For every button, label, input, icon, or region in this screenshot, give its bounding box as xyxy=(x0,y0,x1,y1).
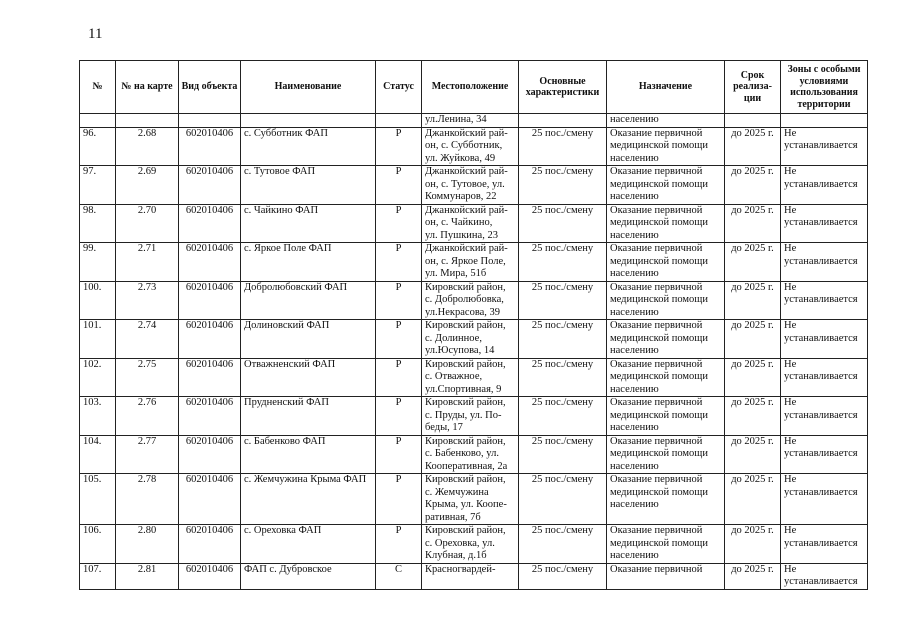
cell-purpose-line: Оказание первичной xyxy=(610,281,703,293)
cell-location xyxy=(422,358,519,397)
header-map-number: № на карте xyxy=(116,61,179,114)
cell-map-number: 2.77 xyxy=(116,435,179,474)
cell-characteristics: 25 пос./смену xyxy=(519,320,607,359)
cell-location-line: ул.Некрасова, 39 xyxy=(425,306,501,318)
cell-location-line: беды, 17 xyxy=(425,422,463,433)
cell-purpose-line: Оказание первичной xyxy=(610,127,703,139)
cell-term: до 2025 г. xyxy=(725,166,781,205)
cell-object-type: 602010406 xyxy=(179,397,241,436)
cell-location-line: с. Добролюбовка, xyxy=(425,294,504,305)
cell-location-line: Кооперативная, 2а xyxy=(425,460,508,472)
header-status: Статус xyxy=(376,61,422,114)
cell-location-line: Кировский район, xyxy=(425,320,506,331)
cell-map-number: 2.81 xyxy=(116,563,179,589)
cell-zones: Не устанавливается xyxy=(781,243,868,282)
cell-zones: Не устанавливается xyxy=(781,563,868,589)
cell-map-number: 2.78 xyxy=(116,474,179,525)
cell-number: 98. xyxy=(80,204,116,243)
cell-term: до 2025 г. xyxy=(725,474,781,525)
page-number: 11 xyxy=(88,26,103,42)
cell-location-line: он, с. Яркое Поле, xyxy=(425,255,506,267)
cell-name: ФАП с. Дубровское xyxy=(241,563,376,589)
cell-location-line: Джанкойский рай- xyxy=(425,127,508,139)
cell-location-line: ул. Жуйкова, 49 xyxy=(425,152,496,164)
cell-purpose-line: медицинской помощи xyxy=(610,255,708,267)
table-row xyxy=(80,397,868,436)
cell-purpose-line: медицинской помощи xyxy=(610,332,708,344)
cell-map-number: 2.75 xyxy=(116,358,179,397)
cell-map-number: 2.71 xyxy=(116,243,179,282)
table-row xyxy=(80,474,868,525)
cell-number: 106. xyxy=(80,525,116,564)
cell-number: 96. xyxy=(80,127,116,166)
table-row xyxy=(80,435,868,474)
cell-object-type: 602010406 xyxy=(179,320,241,359)
cell-term: до 2025 г. xyxy=(725,435,781,474)
cell-status: Р xyxy=(376,281,422,320)
cell-term: до 2025 г. xyxy=(725,243,781,282)
cell-location xyxy=(422,563,519,589)
cell-status: Р xyxy=(376,243,422,282)
cell-name: с. Чайкино ФАП xyxy=(241,204,376,243)
cell-purpose xyxy=(607,474,725,525)
cell-map-number: 2.80 xyxy=(116,525,179,564)
cell-location-line: ул.Юсупова, 14 xyxy=(425,345,495,356)
cell-zones: Не устанавливается xyxy=(781,397,868,436)
cell-location-line: Коммунаров, 22 xyxy=(425,191,497,202)
cell-purpose xyxy=(607,320,725,359)
cell-name: Добролюбовский ФАП xyxy=(241,281,376,320)
header-name: Наименование xyxy=(241,61,376,114)
table-row xyxy=(80,563,868,589)
cell-status: Р xyxy=(376,320,422,359)
cell-number: 103. xyxy=(80,397,116,436)
cell-location-line: Кировский район, xyxy=(425,525,506,536)
cell-zones: Не устанавливается xyxy=(781,435,868,474)
cell-location-line: Крыма, ул. Коопе- xyxy=(425,499,507,510)
cell-purpose-line: Оказание первичной xyxy=(610,397,703,408)
header-object-type: Вид объекта xyxy=(179,61,241,114)
cell-number: 105. xyxy=(80,474,116,525)
cell-status: Р xyxy=(376,166,422,205)
cell-term: до 2025 г. xyxy=(725,127,781,166)
cell-object-type: 602010406 xyxy=(179,127,241,166)
cell-number: 101. xyxy=(80,320,116,359)
cell-characteristics: 25 пос./смену xyxy=(519,474,607,525)
cell-purpose-line: Оказание первичной xyxy=(610,563,703,575)
cell-purpose-line: медицинской помощи xyxy=(610,371,708,382)
cell-characteristics: 25 пос./смену xyxy=(519,358,607,397)
cell-name: Отважненский ФАП xyxy=(241,358,376,397)
cell-zones: Не устанавливается xyxy=(781,474,868,525)
cell-zones: Не устанавливается xyxy=(781,166,868,205)
cell-name: с. Субботник ФАП xyxy=(241,127,376,166)
cell-location-line: Джанкойский рай- xyxy=(425,243,508,254)
cell-characteristics: 25 пос./смену xyxy=(519,281,607,320)
cell-location-line: Джанкойский рай- xyxy=(425,166,508,177)
cell-term: до 2025 г. xyxy=(725,320,781,359)
cell-purpose xyxy=(607,243,725,282)
cell-purpose-line: медицинской помощи xyxy=(610,409,708,421)
cell-object-type: 602010406 xyxy=(179,563,241,589)
cell-purpose-line: Оказание первичной xyxy=(610,474,703,485)
cell-location-line: с. Долинное, xyxy=(425,332,482,344)
cell-location xyxy=(422,397,519,436)
cell-purpose-line: медицинской помощи xyxy=(610,294,708,305)
table-row xyxy=(80,127,868,166)
cell-number: 99. xyxy=(80,243,116,282)
header-characteristics: Основные характеристики xyxy=(519,61,607,114)
cell-purpose-line: Оказание первичной xyxy=(610,358,703,370)
cell-characteristics: 25 пос./смену xyxy=(519,397,607,436)
cell-location-line: он, с. Субботник, xyxy=(425,140,503,151)
cell-location xyxy=(422,166,519,205)
cell-location-line: Джанкойский рай- xyxy=(425,204,508,216)
cell-purpose-line: Оказание первичной xyxy=(610,320,703,331)
cell-purpose-line: населению xyxy=(610,499,659,510)
cell-purpose-line: Оказание первичной xyxy=(610,525,703,536)
cell-map-number: 2.76 xyxy=(116,397,179,436)
cell-number: 102. xyxy=(80,358,116,397)
cell-location-line: Клубная, д.1б xyxy=(425,550,487,561)
cell-status: Р xyxy=(376,127,422,166)
cell-purpose xyxy=(607,358,725,397)
cell-location-line: ул. Пушкина, 23 xyxy=(425,229,498,241)
cell-characteristics: 25 пос./смену xyxy=(519,166,607,205)
cell-purpose xyxy=(607,563,725,589)
cell-purpose-line: населению xyxy=(610,306,659,318)
cell-characteristics: 25 пос./смену xyxy=(519,563,607,589)
cell-location-line: с. Отважное, xyxy=(425,371,483,382)
cell-location-line: Кировский район, xyxy=(425,435,506,447)
cell-location: ул.Ленина, 34 xyxy=(422,114,519,128)
header-purpose: Назначение xyxy=(607,61,725,114)
cell-location-line: Кировский район, xyxy=(425,358,506,370)
cell-term: до 2025 г. xyxy=(725,563,781,589)
cell-status: Р xyxy=(376,525,422,564)
objects-table xyxy=(79,60,868,590)
cell-term: до 2025 г. xyxy=(725,525,781,564)
cell-status: С xyxy=(376,563,422,589)
cell-location-line: Кировский район, xyxy=(425,397,506,408)
cell-purpose-line: населению xyxy=(610,383,659,395)
cell-location xyxy=(422,435,519,474)
cell-name: Прудненский ФАП xyxy=(241,397,376,436)
cell-purpose-line: медицинской помощи xyxy=(610,448,708,459)
cell-object-type: 602010406 xyxy=(179,204,241,243)
cell-term: до 2025 г. xyxy=(725,204,781,243)
cell-location-line: с. Ореховка, ул. xyxy=(425,537,495,549)
header-location: Местоположение xyxy=(422,61,519,114)
cell-number: 97. xyxy=(80,166,116,205)
cell-purpose-line: медицинской помощи xyxy=(610,537,708,549)
cell-status: Р xyxy=(376,397,422,436)
cell-zones: Не устанавливается xyxy=(781,525,868,564)
cell-object-type: 602010406 xyxy=(179,474,241,525)
cell-number: 107. xyxy=(80,563,116,589)
cell-location-line: Красногвардей- xyxy=(425,563,496,575)
cell-location xyxy=(422,525,519,564)
cell-characteristics: 25 пос./смену xyxy=(519,525,607,564)
header-number: № xyxy=(80,61,116,114)
cell-characteristics: 25 пос./смену xyxy=(519,127,607,166)
cell-zones: Не устанавливается xyxy=(781,204,868,243)
cell-purpose-line: населению xyxy=(610,152,659,164)
cell-zones: Не устанавливается xyxy=(781,127,868,166)
cell-zones: Не устанавливается xyxy=(781,320,868,359)
cell-location xyxy=(422,127,519,166)
cell-purpose-line: медицинской помощи xyxy=(610,140,708,151)
table-row xyxy=(80,320,868,359)
cell-purpose xyxy=(607,166,725,205)
cell-purpose xyxy=(607,204,725,243)
cell-object-type: 602010406 xyxy=(179,525,241,564)
cell-location-line: с. Бабенково, ул. xyxy=(425,448,499,459)
cell-object-type: 602010406 xyxy=(179,281,241,320)
cell-map-number: 2.70 xyxy=(116,204,179,243)
cell-purpose xyxy=(607,525,725,564)
table-row xyxy=(80,358,868,397)
cell-number: 100. xyxy=(80,281,116,320)
cell-purpose-line: медицинской помощи xyxy=(610,178,708,190)
cell-object-type: 602010406 xyxy=(179,166,241,205)
table-row xyxy=(80,525,868,564)
cell-location-line: он, с. Тутовое, ул. xyxy=(425,178,505,190)
header-term: Срок реализа-ции xyxy=(725,61,781,114)
cell-object-type: 602010406 xyxy=(179,435,241,474)
cell-characteristics: 25 пос./смену xyxy=(519,243,607,282)
cell-number: 104. xyxy=(80,435,116,474)
cell-purpose: населению xyxy=(607,114,725,128)
cell-purpose-line: населению xyxy=(610,550,659,561)
cell-zones: Не устанавливается xyxy=(781,358,868,397)
header-zones: Зоны с особыми условиями использования территории xyxy=(781,61,868,114)
cell-purpose-line: населению xyxy=(610,268,659,279)
table-row xyxy=(80,281,868,320)
cell-location xyxy=(422,474,519,525)
cell-term: до 2025 г. xyxy=(725,397,781,436)
cell-purpose xyxy=(607,397,725,436)
cell-purpose-line: населению xyxy=(610,422,659,433)
cell-location-line: ул. Мира, 51б xyxy=(425,268,487,279)
cell-purpose-line: населению xyxy=(610,460,659,472)
cell-object-type: 602010406 xyxy=(179,358,241,397)
cell-status: Р xyxy=(376,474,422,525)
cell-location-line: Кировский район, xyxy=(425,281,506,293)
cell-characteristics: 25 пос./смену xyxy=(519,435,607,474)
continuation-row xyxy=(80,114,868,128)
cell-location-line: с. Жемчужина xyxy=(425,486,489,498)
cell-location xyxy=(422,243,519,282)
cell-name: с. Ореховка ФАП xyxy=(241,525,376,564)
cell-purpose-line: медицинской помощи xyxy=(610,217,708,228)
cell-map-number: 2.69 xyxy=(116,166,179,205)
cell-zones: Не устанавливается xyxy=(781,281,868,320)
table-row xyxy=(80,243,868,282)
cell-purpose-line: Оказание первичной xyxy=(610,166,703,177)
cell-name: с. Бабенково ФАП xyxy=(241,435,376,474)
cell-location-line: ративная, 7б xyxy=(425,511,481,523)
cell-term: до 2025 г. xyxy=(725,358,781,397)
cell-purpose-line: Оказание первичной xyxy=(610,204,703,216)
cell-purpose-line: Оказание первичной xyxy=(610,243,703,254)
table-header-row xyxy=(80,61,868,114)
cell-purpose-line: населению xyxy=(610,345,659,356)
cell-status: Р xyxy=(376,358,422,397)
cell-purpose xyxy=(607,281,725,320)
cell-location xyxy=(422,320,519,359)
cell-location xyxy=(422,281,519,320)
cell-name: с. Жемчужина Крыма ФАП xyxy=(241,474,376,525)
cell-map-number: 2.74 xyxy=(116,320,179,359)
table-row xyxy=(80,166,868,205)
cell-map-number: 2.68 xyxy=(116,127,179,166)
cell-name: с. Яркое Поле ФАП xyxy=(241,243,376,282)
table-row xyxy=(80,204,868,243)
cell-characteristics: 25 пос./смену xyxy=(519,204,607,243)
cell-purpose-line: медицинской помощи xyxy=(610,486,708,498)
cell-purpose xyxy=(607,127,725,166)
cell-location-line: ул.Спортивная, 9 xyxy=(425,383,502,395)
cell-name: с. Тутовое ФАП xyxy=(241,166,376,205)
cell-location-line: с. Пруды, ул. По- xyxy=(425,409,502,421)
cell-name: Долиновский ФАП xyxy=(241,320,376,359)
cell-location xyxy=(422,204,519,243)
cell-status: Р xyxy=(376,204,422,243)
cell-location-line: он, с. Чайкино, xyxy=(425,217,493,228)
cell-status: Р xyxy=(376,435,422,474)
cell-location-line: Кировский район, xyxy=(425,474,506,485)
cell-map-number: 2.73 xyxy=(116,281,179,320)
cell-purpose-line: Оказание первичной xyxy=(610,435,703,447)
cell-purpose xyxy=(607,435,725,474)
cell-term: до 2025 г. xyxy=(725,281,781,320)
cell-object-type: 602010406 xyxy=(179,243,241,282)
cell-purpose-line: населению xyxy=(610,191,659,202)
cell-purpose-line: населению xyxy=(610,229,659,241)
